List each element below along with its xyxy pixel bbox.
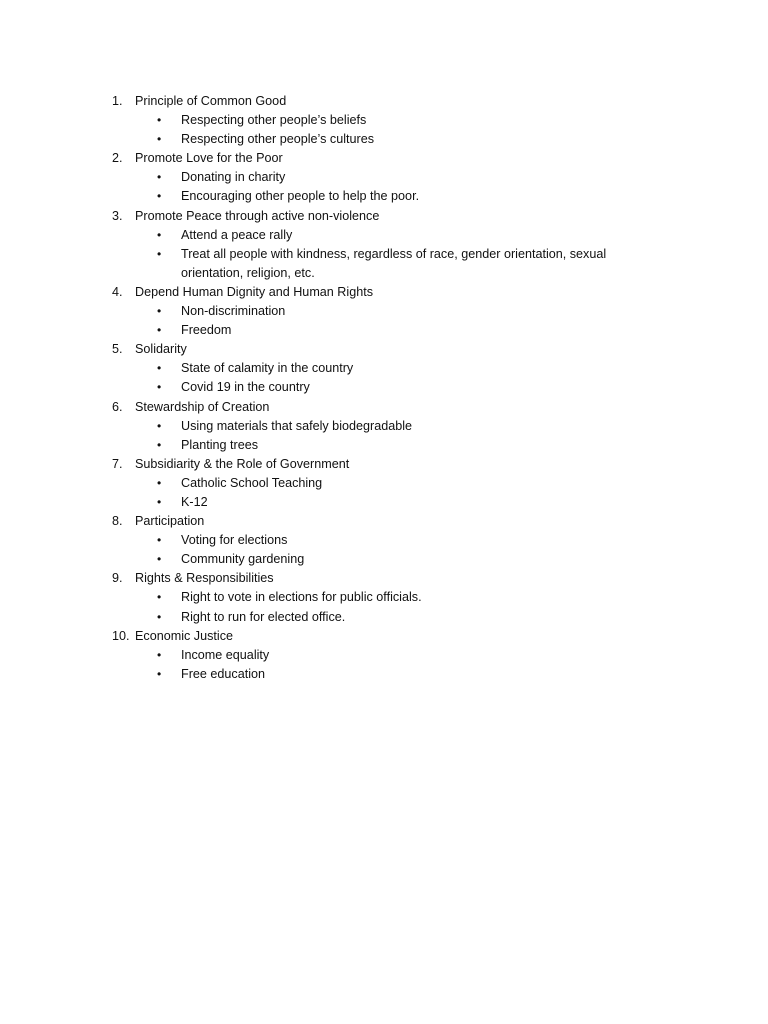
list-item-title: Depend Human Dignity and Human Rights (135, 284, 374, 299)
list-item-heading (112, 569, 712, 588)
bullet-item (112, 474, 621, 493)
list-item-title: Rights & Responsibilities (135, 571, 274, 586)
bullet-item (112, 359, 621, 378)
list-item-heading (112, 627, 712, 646)
list-item-title: Subsidiarity & the Role of Government (135, 456, 350, 471)
bullet-item (112, 436, 621, 455)
bullet-icon: • (157, 189, 162, 204)
list-item-number: 6. (112, 399, 123, 414)
bullet-icon: • (157, 323, 162, 338)
bullet-item (112, 608, 621, 627)
list-item-title: Principle of Common Good (135, 94, 287, 108)
bullet-item (112, 187, 621, 206)
bullet-list (112, 417, 712, 455)
bullet-icon: • (157, 494, 162, 509)
bullet-text: Voting for elections (181, 533, 288, 548)
bullet-item (112, 321, 621, 340)
bullet-item (112, 245, 621, 283)
bullet-icon: • (157, 533, 162, 548)
numbered-list (112, 92, 712, 684)
bullet-text: Covid 19 in the country (181, 380, 310, 395)
bullet-icon: • (157, 132, 162, 147)
bullet-list (112, 226, 712, 283)
list-item-heading (112, 340, 712, 359)
list-item-title: Stewardship of Creation (135, 399, 270, 414)
list-item-title: Participation (135, 514, 205, 529)
bullet-list (112, 588, 712, 626)
bullet-icon: • (157, 304, 162, 319)
bullet-text: Attend a peace rally (181, 227, 293, 242)
bullet-text: Non-discrimination (181, 304, 286, 319)
list-item-number: 2. (112, 151, 123, 166)
list-item (112, 207, 712, 283)
bullet-list (112, 168, 712, 206)
bullet-text: Catholic School Teaching (181, 475, 323, 490)
bullet-text: Donating in charity (181, 170, 286, 185)
bullet-item (112, 226, 621, 245)
list-item-title: Promote Peace through active non-violence (135, 208, 380, 223)
bullet-icon: • (157, 647, 162, 662)
bullet-list (112, 111, 712, 149)
bullet-icon: • (157, 590, 162, 605)
list-item (112, 340, 712, 397)
list-item-number: 9. (112, 571, 123, 586)
bullet-text: Respecting other people’s beliefs (181, 113, 367, 128)
list-item-heading (112, 283, 712, 302)
bullet-text: Right to run for elected office. (181, 609, 346, 624)
list-item (112, 283, 712, 340)
list-item-number: 10. (112, 628, 130, 643)
list-item-heading (112, 207, 712, 226)
list-item-heading (112, 92, 712, 111)
bullet-icon: • (157, 609, 162, 624)
list-item-heading (112, 149, 712, 168)
bullet-icon: • (157, 437, 162, 452)
bullet-list (112, 302, 712, 340)
list-item-heading (112, 398, 712, 417)
bullet-item (112, 665, 621, 684)
bullet-icon: • (157, 475, 162, 490)
bullet-list (112, 474, 712, 512)
list-item-number: 5. (112, 342, 123, 357)
bullet-item (112, 378, 621, 397)
bullet-item (112, 588, 621, 607)
bullet-icon: • (157, 418, 162, 433)
bullet-item (112, 168, 621, 187)
bullet-icon: • (157, 227, 162, 242)
list-item (112, 92, 712, 149)
bullet-icon: • (157, 666, 162, 681)
list-item-title: Economic Justice (135, 628, 233, 643)
bullet-icon: • (157, 380, 162, 395)
bullet-text: Free education (181, 666, 266, 681)
list-item-title: Solidarity (135, 342, 187, 357)
list-item-number: 3. (112, 208, 123, 223)
bullet-text: Community gardening (181, 552, 305, 567)
bullet-text: Respecting other people’s cultures (181, 132, 374, 147)
bullet-item (112, 550, 621, 569)
bullet-item (112, 302, 621, 321)
list-item (112, 455, 712, 512)
bullet-item (112, 531, 621, 550)
bullet-item (112, 111, 621, 130)
bullet-list (112, 359, 712, 397)
bullet-icon: • (157, 361, 162, 376)
bullet-icon: • (157, 170, 162, 185)
bullet-item (112, 417, 621, 436)
bullet-text: Treat all people with kindness, regardless of race, gender orientation, sexual orientation, religion, etc. (181, 246, 607, 280)
list-item-heading (112, 455, 712, 474)
bullet-item (112, 493, 621, 512)
bullet-icon: • (157, 113, 162, 128)
list-item (112, 627, 712, 684)
list-item (112, 149, 712, 206)
bullet-text: Encouraging other people to help the poor. (181, 189, 420, 204)
bullet-text: Freedom (181, 323, 232, 338)
bullet-text: K-12 (181, 494, 208, 509)
list-item-number: 1. (112, 94, 123, 108)
bullet-text: Right to vote in elections for public officials. (181, 590, 422, 605)
bullet-text: State of calamity in the country (181, 361, 354, 376)
list-item-title: Promote Love for the Poor (135, 151, 283, 166)
bullet-icon: • (157, 246, 162, 261)
list-item-number: 8. (112, 514, 123, 529)
bullet-list (112, 531, 712, 569)
bullet-list (112, 646, 712, 684)
bullet-text: Income equality (181, 647, 270, 662)
bullet-item (112, 646, 621, 665)
bullet-icon: • (157, 552, 162, 567)
list-item (112, 512, 712, 569)
list-item-number: 7. (112, 456, 123, 471)
list-item (112, 398, 712, 455)
bullet-text: Planting trees (181, 437, 259, 452)
list-item-heading (112, 512, 712, 531)
bullet-item (112, 130, 621, 149)
bullet-text: Using materials that safely biodegradable (181, 418, 413, 433)
list-item-number: 4. (112, 284, 123, 299)
list-item (112, 569, 712, 626)
